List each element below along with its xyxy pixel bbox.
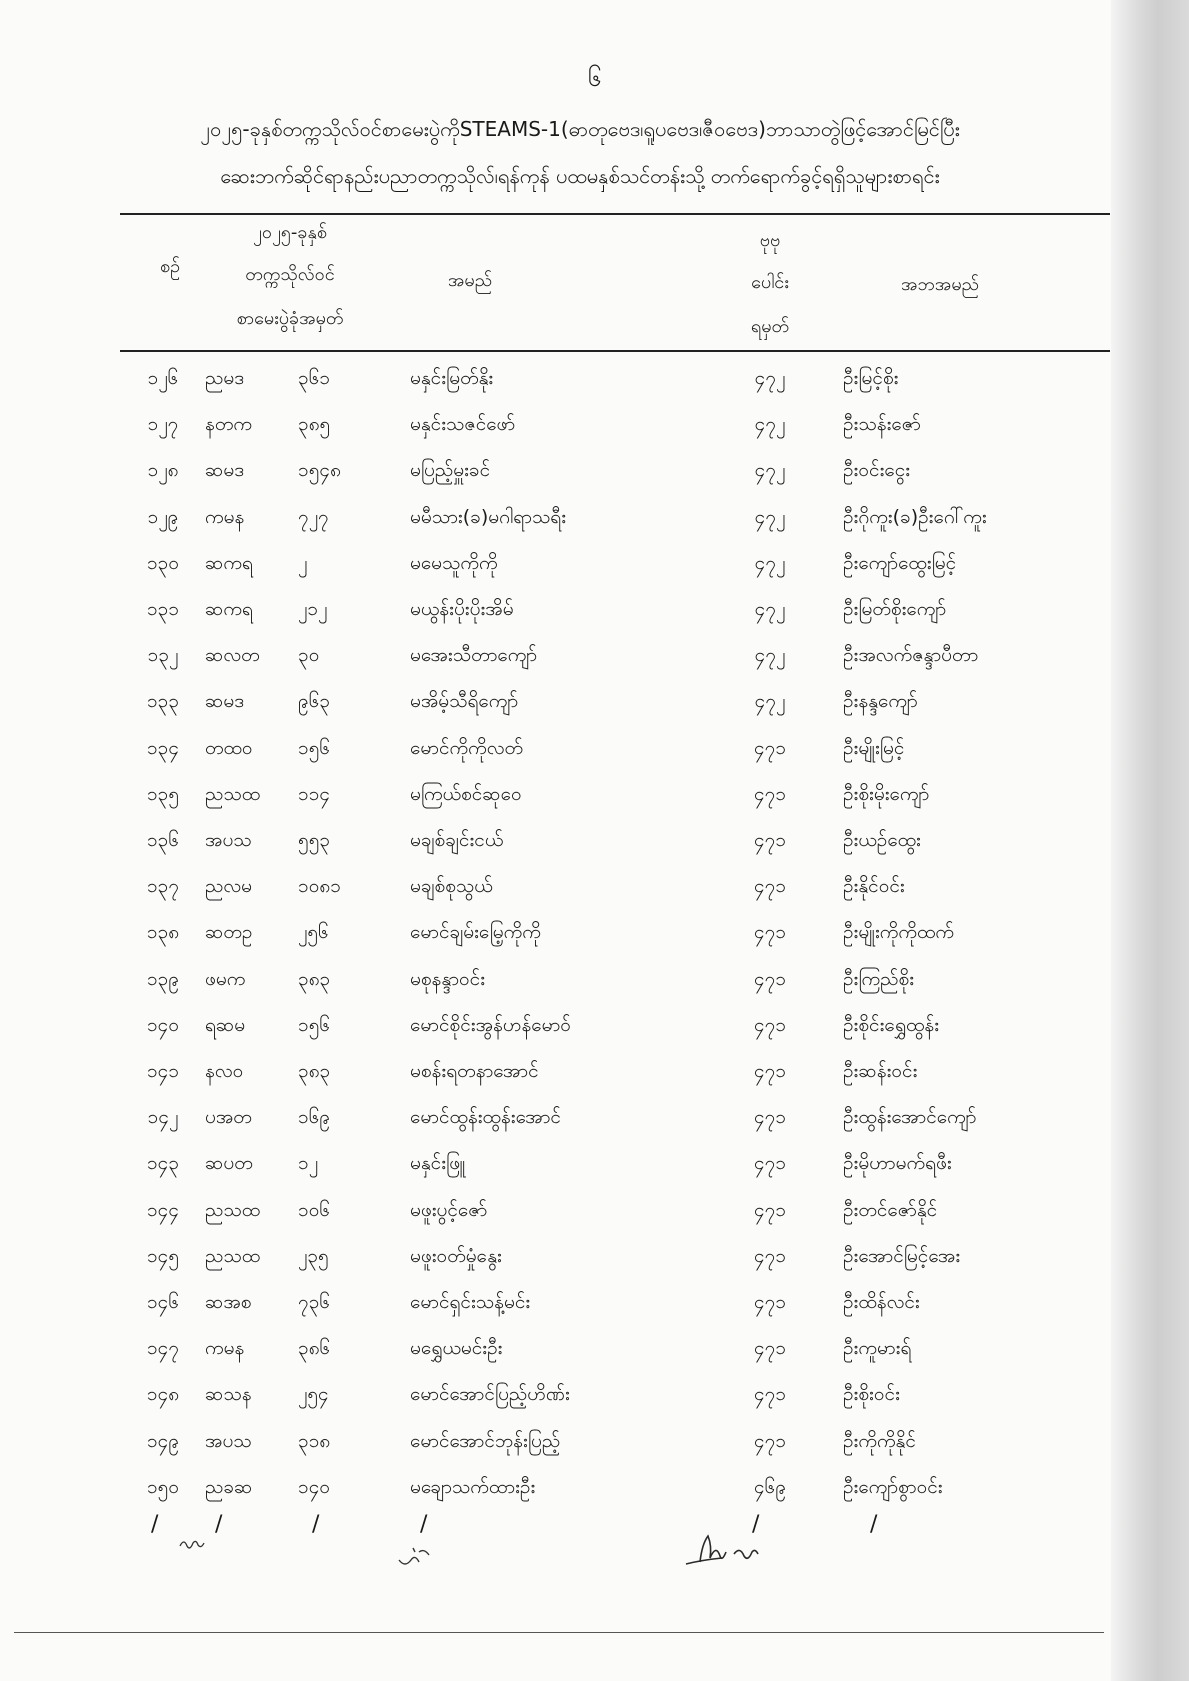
cell-exam-number: ၂၅၄ bbox=[298, 1383, 329, 1406]
tick-mark: / bbox=[420, 1512, 428, 1537]
cell-exam-number: ၂ bbox=[298, 551, 308, 574]
document-title-line-2: ဆေးဘက်ဆိုင်ရာနည်းပညာတက္ကသိုလ်၊ရန်ကုန် ပထမနှစ်သင်တန်းသို့ တက်ရောက်ခွင့်ရရှိသူများစာရင်း bbox=[220, 164, 940, 188]
cell-student-name: မောင်ကိုကိုလတ် bbox=[410, 736, 524, 759]
cell-father-name: ဦးမြင့်စိုး bbox=[843, 367, 899, 389]
cell-serial-no: ၁၃၅ bbox=[146, 782, 180, 805]
cell-exam-code: ဖမက bbox=[205, 967, 246, 990]
cell-exam-number: ၃၈၃ bbox=[298, 1060, 331, 1082]
cell-exam-code: ဆသန bbox=[205, 1383, 252, 1406]
cell-exam-number: ၁၅၄၈ bbox=[298, 459, 341, 482]
cell-exam-code: ညသထ bbox=[205, 1244, 261, 1267]
cell-exam-number: ၇၂၇ bbox=[298, 505, 329, 528]
tick-mark: / bbox=[870, 1512, 878, 1537]
cell-student-name: မမီသား(ခ)မဂါရာသရီး bbox=[410, 505, 567, 528]
cell-total-marks: ၄၇၁ bbox=[753, 1337, 787, 1360]
cell-total-marks: ၄၇၁ bbox=[753, 1198, 787, 1221]
cell-serial-no: ၁၄၂ bbox=[147, 1106, 179, 1129]
cell-student-name: မောင်အောင်ပြည့်ဟိဏ်း bbox=[410, 1383, 570, 1406]
cell-student-name: မနှင်းမြတ်နိုး bbox=[410, 367, 494, 389]
cell-exam-number: ၉၆၃ bbox=[298, 690, 331, 713]
cell-serial-no: ၁၄၆ bbox=[146, 1291, 180, 1313]
document-title-line-1: ၂၀၂၅-ခုနှစ်တက္ကသိုလ်ဝင်စာမေးပွဲကိုSTEAMS-1(ဓာတုဗေဒ၊ရူပဗေဒ၊ဇီဝဗေဒ)ဘာသာတွဲဖြင့်အောင်မြင်ပြီး bbox=[200, 117, 960, 141]
cell-exam-code: ဆကရ bbox=[205, 551, 253, 574]
table-row bbox=[0, 1325, 1189, 1371]
table-row bbox=[0, 1279, 1189, 1325]
cell-father-name: ဦးနိုင်ဝင်း bbox=[843, 875, 905, 898]
cell-total-marks: ၄၇၁ bbox=[753, 1291, 787, 1313]
cell-exam-code: ဆလတ bbox=[205, 644, 260, 667]
table-row bbox=[0, 771, 1189, 817]
cell-father-name: ဦးမျိုးကိုကိုထက် bbox=[843, 921, 954, 944]
cell-serial-no: ၁၄၃ bbox=[146, 1152, 180, 1175]
cell-serial-no: ၁၃၉ bbox=[146, 967, 180, 990]
cell-father-name: ဦးကိုကိုနိုင် bbox=[843, 1429, 916, 1452]
header-name: အမည် bbox=[447, 270, 493, 291]
table-row bbox=[0, 1464, 1189, 1510]
cell-father-name: ဦးအောင်မြင့်အေး bbox=[843, 1244, 961, 1267]
table-row bbox=[0, 1233, 1189, 1279]
cell-total-marks: ၄၇၂ bbox=[754, 413, 786, 436]
cell-total-marks: ၄၇၁ bbox=[753, 1013, 787, 1036]
table-row bbox=[0, 909, 1189, 955]
cell-father-name: ဦးကူမားရ် bbox=[843, 1337, 912, 1360]
initials-signature bbox=[178, 1534, 206, 1552]
header-exam-line-1: ၂၀၂၅-ခုနှစ် bbox=[253, 222, 327, 243]
cell-serial-no: ၁၄၁ bbox=[146, 1060, 180, 1082]
cell-father-name: ဦးကျော်ထွေးမြင့် bbox=[843, 551, 957, 574]
tick-mark: / bbox=[151, 1512, 159, 1537]
cell-student-name: မစုနန္ဒာဝင်း bbox=[410, 967, 486, 990]
page-bottom-rule bbox=[14, 1632, 1104, 1633]
cell-exam-number: ၁၁၄ bbox=[298, 782, 331, 805]
cell-serial-no: ၁၃၄ bbox=[146, 736, 180, 759]
page-number: ၆ bbox=[587, 64, 602, 92]
header-no: စဉ် bbox=[159, 256, 181, 277]
cell-student-name: မောင်စိုင်းအွန်ဟန်မောဝ် bbox=[410, 1013, 571, 1036]
cell-serial-no: ၁၄၇ bbox=[146, 1337, 180, 1360]
cell-father-name: ဦးမိုဟာမက်ရဖီး bbox=[843, 1152, 952, 1175]
cell-total-marks: ၄၇၁ bbox=[753, 967, 787, 990]
header-father: အဘအမည် bbox=[900, 274, 980, 295]
cell-father-name: ဦးမြတ်စိုးကျော် bbox=[843, 598, 947, 620]
cell-exam-number: ၁၅၆ bbox=[298, 1013, 331, 1036]
cell-exam-number: ၃၆၁ bbox=[298, 367, 331, 389]
cell-exam-number: ၃၈၃ bbox=[298, 967, 331, 990]
cell-total-marks: ၄၇၂ bbox=[754, 690, 786, 713]
cell-exam-number: ၁၅၆ bbox=[298, 736, 331, 759]
cell-student-name: မောင်အောင်ဘုန်းပြည့် bbox=[410, 1429, 561, 1452]
cell-exam-number: ၇၃၆ bbox=[298, 1291, 331, 1313]
cell-exam-number: ၂၅၆ bbox=[298, 921, 329, 944]
cell-exam-number: ၅၅၃ bbox=[298, 829, 331, 851]
cell-father-name: ဦးမျိုးမြင့် bbox=[843, 736, 905, 759]
cell-exam-number: ၃၈၅ bbox=[298, 413, 331, 436]
cell-serial-no: ၁၃၁ bbox=[146, 598, 180, 620]
cell-exam-code: ကမန bbox=[205, 505, 245, 528]
cell-total-marks: ၄၇၂ bbox=[754, 644, 786, 667]
cell-student-name: မစန်းရတနာအောင် bbox=[410, 1060, 539, 1082]
cell-exam-code: နတက bbox=[205, 413, 252, 436]
cell-student-name: မအိမ့်သီရိကျော် bbox=[410, 690, 519, 713]
cell-father-name: ဦးဝင်းငွေး bbox=[843, 459, 911, 482]
cell-exam-code: ကမန bbox=[205, 1337, 245, 1360]
cell-total-marks: ၄၇၁ bbox=[753, 1106, 787, 1129]
cell-serial-no: ၁၂၉ bbox=[147, 505, 179, 528]
cell-exam-code: အပသ bbox=[205, 829, 252, 851]
cell-exam-code: ပအတ bbox=[205, 1106, 252, 1129]
cell-student-name: မကြယ်စင်ဆုဝေ bbox=[410, 782, 522, 805]
table-row bbox=[0, 956, 1189, 1002]
header-exam-line-2: တက္ကသိုလ်ဝင် bbox=[245, 264, 335, 285]
cell-student-name: မဖူးဝတ်မှုံနွေး bbox=[410, 1244, 502, 1267]
cell-exam-code: ဆကရ bbox=[205, 598, 253, 620]
cell-serial-no: ၁၄၄ bbox=[146, 1198, 180, 1221]
header-roll-line-2: ပေါင်း bbox=[751, 272, 789, 293]
cell-father-name: ဦးဂိုကူး(ခ)ဦးဂေါ်ကူး bbox=[843, 505, 987, 528]
cell-serial-no: ၁၃၂ bbox=[147, 644, 179, 667]
cell-exam-code: ညသထ bbox=[205, 782, 261, 805]
cell-student-name: မရွှေယမင်းဦး bbox=[410, 1337, 503, 1360]
cell-total-marks: ၄၇၁ bbox=[753, 782, 787, 805]
cell-serial-no: ၁၃၀ bbox=[146, 551, 180, 574]
cell-total-marks: ၄၇၁ bbox=[753, 1152, 787, 1175]
cell-student-name: မအေးသီတာကျော် bbox=[410, 644, 538, 667]
cell-serial-no: ၁၃၈ bbox=[146, 921, 180, 944]
cell-serial-no: ၁၃၇ bbox=[146, 875, 180, 898]
table-row bbox=[0, 447, 1189, 493]
tick-mark: / bbox=[215, 1512, 223, 1537]
cell-father-name: ဦးကျော်စွာဝင်း bbox=[843, 1475, 943, 1498]
cell-father-name: ဦးဆန်းဝင်း bbox=[843, 1060, 918, 1082]
cell-father-name: ဦးစိုင်းရွှေထွန်း bbox=[843, 1013, 940, 1036]
cell-student-name: မနှင်းသဇင်ဖော် bbox=[410, 413, 516, 436]
table-row bbox=[0, 401, 1189, 447]
cell-serial-no: ၁၄၀ bbox=[146, 1013, 180, 1036]
cell-total-marks: ၄၇၁ bbox=[753, 1429, 787, 1452]
cell-exam-code: တထဝ bbox=[205, 736, 253, 759]
cell-exam-number: ၃၁၈ bbox=[298, 1429, 331, 1452]
cell-exam-number: ၂၁၂ bbox=[298, 598, 328, 620]
cell-total-marks: ၄၇၂ bbox=[754, 505, 786, 528]
cell-exam-code: အပသ bbox=[205, 1429, 252, 1452]
cell-exam-code: ဆပတ bbox=[205, 1152, 253, 1175]
cell-exam-code: ညမဒ bbox=[205, 367, 245, 389]
table-row bbox=[0, 863, 1189, 909]
cell-father-name: ဦးစိုးဝင်း bbox=[843, 1383, 900, 1406]
cell-exam-number: ၃၈၆ bbox=[298, 1337, 331, 1360]
initials-signature bbox=[395, 1542, 435, 1572]
cell-total-marks: ၄၇၁ bbox=[753, 829, 787, 851]
cell-serial-no: ၁၄၉ bbox=[146, 1429, 180, 1452]
cell-exam-code: ရဆမ bbox=[205, 1013, 246, 1036]
cell-father-name: ဦးယဉ်ထွေး bbox=[843, 829, 921, 851]
cell-father-name: ဦးအလက်ဇန္ဒာပီတာ bbox=[843, 644, 979, 667]
cell-student-name: မောင်ချမ်းမြေ့ကိုကို bbox=[410, 921, 541, 944]
cell-total-marks: ၄၇၂ bbox=[754, 367, 786, 389]
table-row bbox=[0, 632, 1189, 678]
cell-exam-code: ဆတဥ bbox=[205, 921, 253, 944]
cell-exam-number: ၁၆၉ bbox=[298, 1106, 331, 1129]
cell-father-name: ဦးထိန်လင်း bbox=[843, 1291, 920, 1313]
cell-exam-number: ၁၀၈၁ bbox=[298, 875, 341, 898]
cell-father-name: ဦးသန်းဇော် bbox=[843, 413, 921, 436]
cell-total-marks: ၄၇၂ bbox=[754, 551, 786, 574]
cell-father-name: ဦးထွန်းအောင်ကျော် bbox=[843, 1106, 977, 1129]
table-row bbox=[0, 725, 1189, 771]
cell-serial-no: ၁၅၀ bbox=[146, 1475, 180, 1498]
cell-father-name: ဦးနန္ဒကျော် bbox=[843, 690, 918, 713]
cell-student-name: မောင်ရှင်းသန့်မင်း bbox=[410, 1291, 531, 1313]
verification-marks bbox=[0, 1512, 1189, 1572]
header-exam-line-3: စာမေးပွဲခုံအမှတ် bbox=[236, 308, 344, 329]
cell-serial-no: ၁၃၆ bbox=[146, 829, 180, 851]
cell-exam-number: ၁၂ bbox=[298, 1152, 319, 1175]
table-row bbox=[0, 1002, 1189, 1048]
cell-student-name: မနှင်းဖြူ bbox=[410, 1152, 466, 1175]
cell-exam-code: ညသထ bbox=[205, 1198, 261, 1221]
cell-serial-no: ၁၄၅ bbox=[146, 1244, 180, 1267]
cell-serial-no: ၁၂၈ bbox=[147, 459, 179, 482]
cell-student-name: မယွန်းပိုးပိုးအိမ် bbox=[410, 598, 514, 620]
cell-exam-number: ၁၀၆ bbox=[298, 1198, 331, 1221]
cell-total-marks: ၄၇၁ bbox=[753, 1383, 787, 1406]
cell-father-name: ဦးတင်ဇော်နိုင် bbox=[843, 1198, 938, 1221]
table-row bbox=[0, 355, 1189, 401]
cell-student-name: မမေသူကိုကို bbox=[410, 551, 498, 574]
cell-exam-number: ၁၄၀ bbox=[298, 1475, 331, 1498]
table-row bbox=[0, 817, 1189, 863]
table-header-rule bbox=[120, 350, 1110, 352]
cell-student-name: မဖူးပွင့်ဇော် bbox=[410, 1198, 488, 1221]
cell-serial-no: ၁၄၈ bbox=[146, 1383, 180, 1406]
cell-total-marks: ၄၇၂ bbox=[754, 459, 786, 482]
cell-exam-number: ၂၃၅ bbox=[298, 1244, 329, 1267]
table-row bbox=[0, 494, 1189, 540]
cell-total-marks: ၄၇၂ bbox=[754, 598, 786, 620]
cell-exam-code: ဆအစ bbox=[205, 1291, 252, 1313]
cell-student-name: မချစ်စုသွယ် bbox=[410, 875, 493, 898]
table-row bbox=[0, 1094, 1189, 1140]
cell-exam-number: ၃၀ bbox=[298, 644, 320, 667]
cell-student-name: မောင်ထွန်းထွန်းအောင် bbox=[410, 1106, 561, 1129]
table-row bbox=[0, 1048, 1189, 1094]
cell-exam-code: နလဝ bbox=[205, 1060, 244, 1082]
table-row bbox=[0, 1140, 1189, 1186]
cell-student-name: မချောသက်ထားဦး bbox=[410, 1475, 536, 1498]
cell-exam-code: ညခဆ bbox=[205, 1475, 253, 1498]
table-row bbox=[0, 1418, 1189, 1464]
cell-total-marks: ၄၇၁ bbox=[753, 921, 787, 944]
cell-student-name: မပြည့်မှူးခင် bbox=[410, 459, 491, 482]
cell-father-name: ဦးကြည်စိုး bbox=[843, 967, 915, 990]
cell-total-marks: ၄၆၉ bbox=[753, 1475, 787, 1498]
cell-total-marks: ၄၇၁ bbox=[753, 736, 787, 759]
table-row bbox=[0, 1371, 1189, 1417]
cell-total-marks: ၄၇၁ bbox=[753, 1244, 787, 1267]
tick-mark: / bbox=[752, 1512, 760, 1537]
cell-total-marks: ၄၇၁ bbox=[753, 875, 787, 898]
cell-exam-code: ဆမဒ bbox=[205, 690, 245, 713]
cell-serial-no: ၁၂၆ bbox=[147, 367, 179, 389]
header-roll-line-3: ရမှတ် bbox=[750, 316, 790, 337]
cell-total-marks: ၄၇၁ bbox=[753, 1060, 787, 1082]
header-roll-line-1: ဗုဗု bbox=[759, 230, 781, 251]
cell-exam-code: ညလမ bbox=[205, 875, 253, 898]
cell-serial-no: ၁၃၃ bbox=[146, 690, 180, 713]
table-row bbox=[0, 586, 1189, 632]
table-row bbox=[0, 540, 1189, 586]
cell-serial-no: ၁၂၇ bbox=[147, 413, 179, 436]
cell-student-name: မချစ်ချင်းငယ် bbox=[410, 829, 504, 851]
tick-mark: / bbox=[312, 1512, 320, 1537]
handwritten-signature bbox=[680, 1530, 770, 1570]
cell-father-name: ဦးစိုးမိုးကျော် bbox=[843, 782, 930, 805]
table-row bbox=[0, 1187, 1189, 1233]
table-row bbox=[0, 678, 1189, 724]
cell-exam-code: ဆမဒ bbox=[205, 459, 245, 482]
